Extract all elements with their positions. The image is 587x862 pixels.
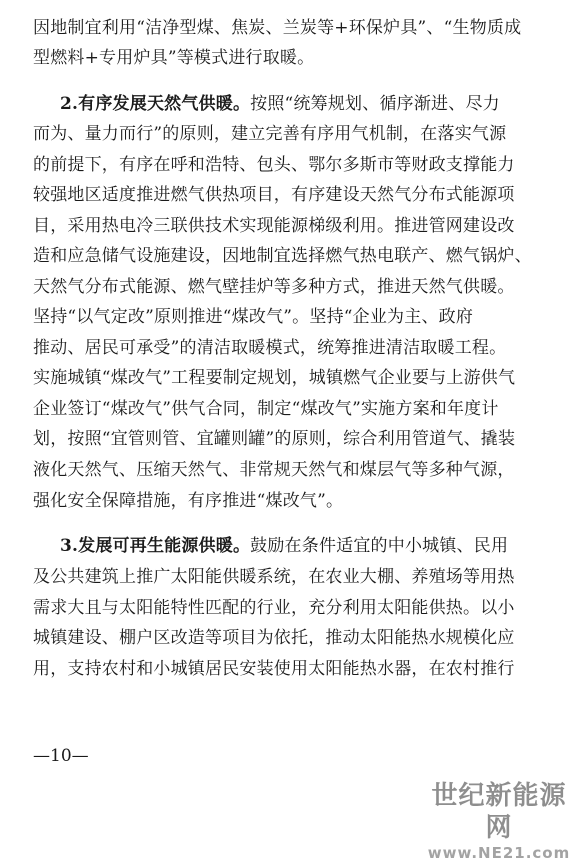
text-line: 的前提下，有序在呼和浩特、包头、鄂尔多斯市等财政支撑能力: [33, 155, 515, 175]
text-span: 按照“统筹规划、循序渐进、尽力: [250, 94, 500, 114]
text-line: 用，支持农村和小城镇居民安装使用太阳能热水器，在农村推行: [33, 659, 515, 679]
section-heading-natural-gas: 2.有序发展天然气供暖。: [60, 94, 251, 114]
text-line: 实施城镇“煤改气”工程要制定规划，城镇燃气企业要与上游供气: [33, 368, 516, 388]
text-line: 强化安全保障措施，有序推进“煤改气”。: [33, 491, 344, 511]
watermark-url: www.NE21.com: [427, 844, 571, 862]
text-span: 鼓励在条件适宜的中小城镇、民用: [250, 536, 509, 556]
text-line: 企业签订“煤改气”供气合同，制定“煤改气”实施方案和年度计: [33, 399, 499, 419]
text-line: 液化天然气、压缩天然气、非常规天然气和煤层气等多种气源，: [33, 460, 515, 480]
text-line: 较强地区适度推进燃气供热项目，有序建设天然气分布式能源项: [33, 185, 515, 205]
watermark-title: 世纪新能源网: [431, 781, 567, 843]
text-line: 而为、量力而行”的原则，建立完善有序用气机制，在落实气源: [33, 124, 507, 144]
text-line: 型燃料+专用炉具”等模式进行取暖。: [33, 48, 315, 68]
text-line: 因地制宜利用“洁净型煤、焦炭、兰炭等+环保炉具”、“生物质成: [33, 18, 522, 38]
page-number: —10—: [33, 746, 89, 766]
text-line: 目，采用热电冷三联供技术实现能源梯级利用。推进管网建设改: [33, 216, 515, 236]
text-line: 造和应急储气设施建设，因地制宜选择燃气热电联产、燃气锅炉、: [33, 246, 532, 266]
site-watermark: [419, 780, 579, 862]
paragraph-2-first-line: [60, 89, 559, 119]
section-heading-renewable: 3.发展可再生能源供暖。: [60, 536, 251, 556]
text-line: 需求大且与太阳能特性匹配的行业，充分利用太阳能供热。以小: [33, 598, 515, 618]
text-line: 城镇建设、棚户区改造等项目为依托，推动太阳能热水规模化应: [33, 628, 515, 648]
text-line: 推动、居民可承受”的清洁取暖模式，统筹推进清洁取暖工程。: [33, 338, 507, 358]
text-line: 划，按照“宜管则管、宜罐则罐”的原则，综合利用管道气、撬装: [33, 429, 516, 449]
paragraph-3-first-line: [60, 531, 559, 561]
text-line: 坚持“以气定改”原则推进“煤改气”。坚持“企业为主、政府: [33, 307, 474, 327]
text-line: 及公共建筑上推广太阳能供暖系统，在农业大棚、养殖场等用热: [33, 567, 515, 587]
text-line: 天然气分布式能源、燃气壁挂炉等多种方式，推进天然气供暖。: [33, 277, 515, 297]
